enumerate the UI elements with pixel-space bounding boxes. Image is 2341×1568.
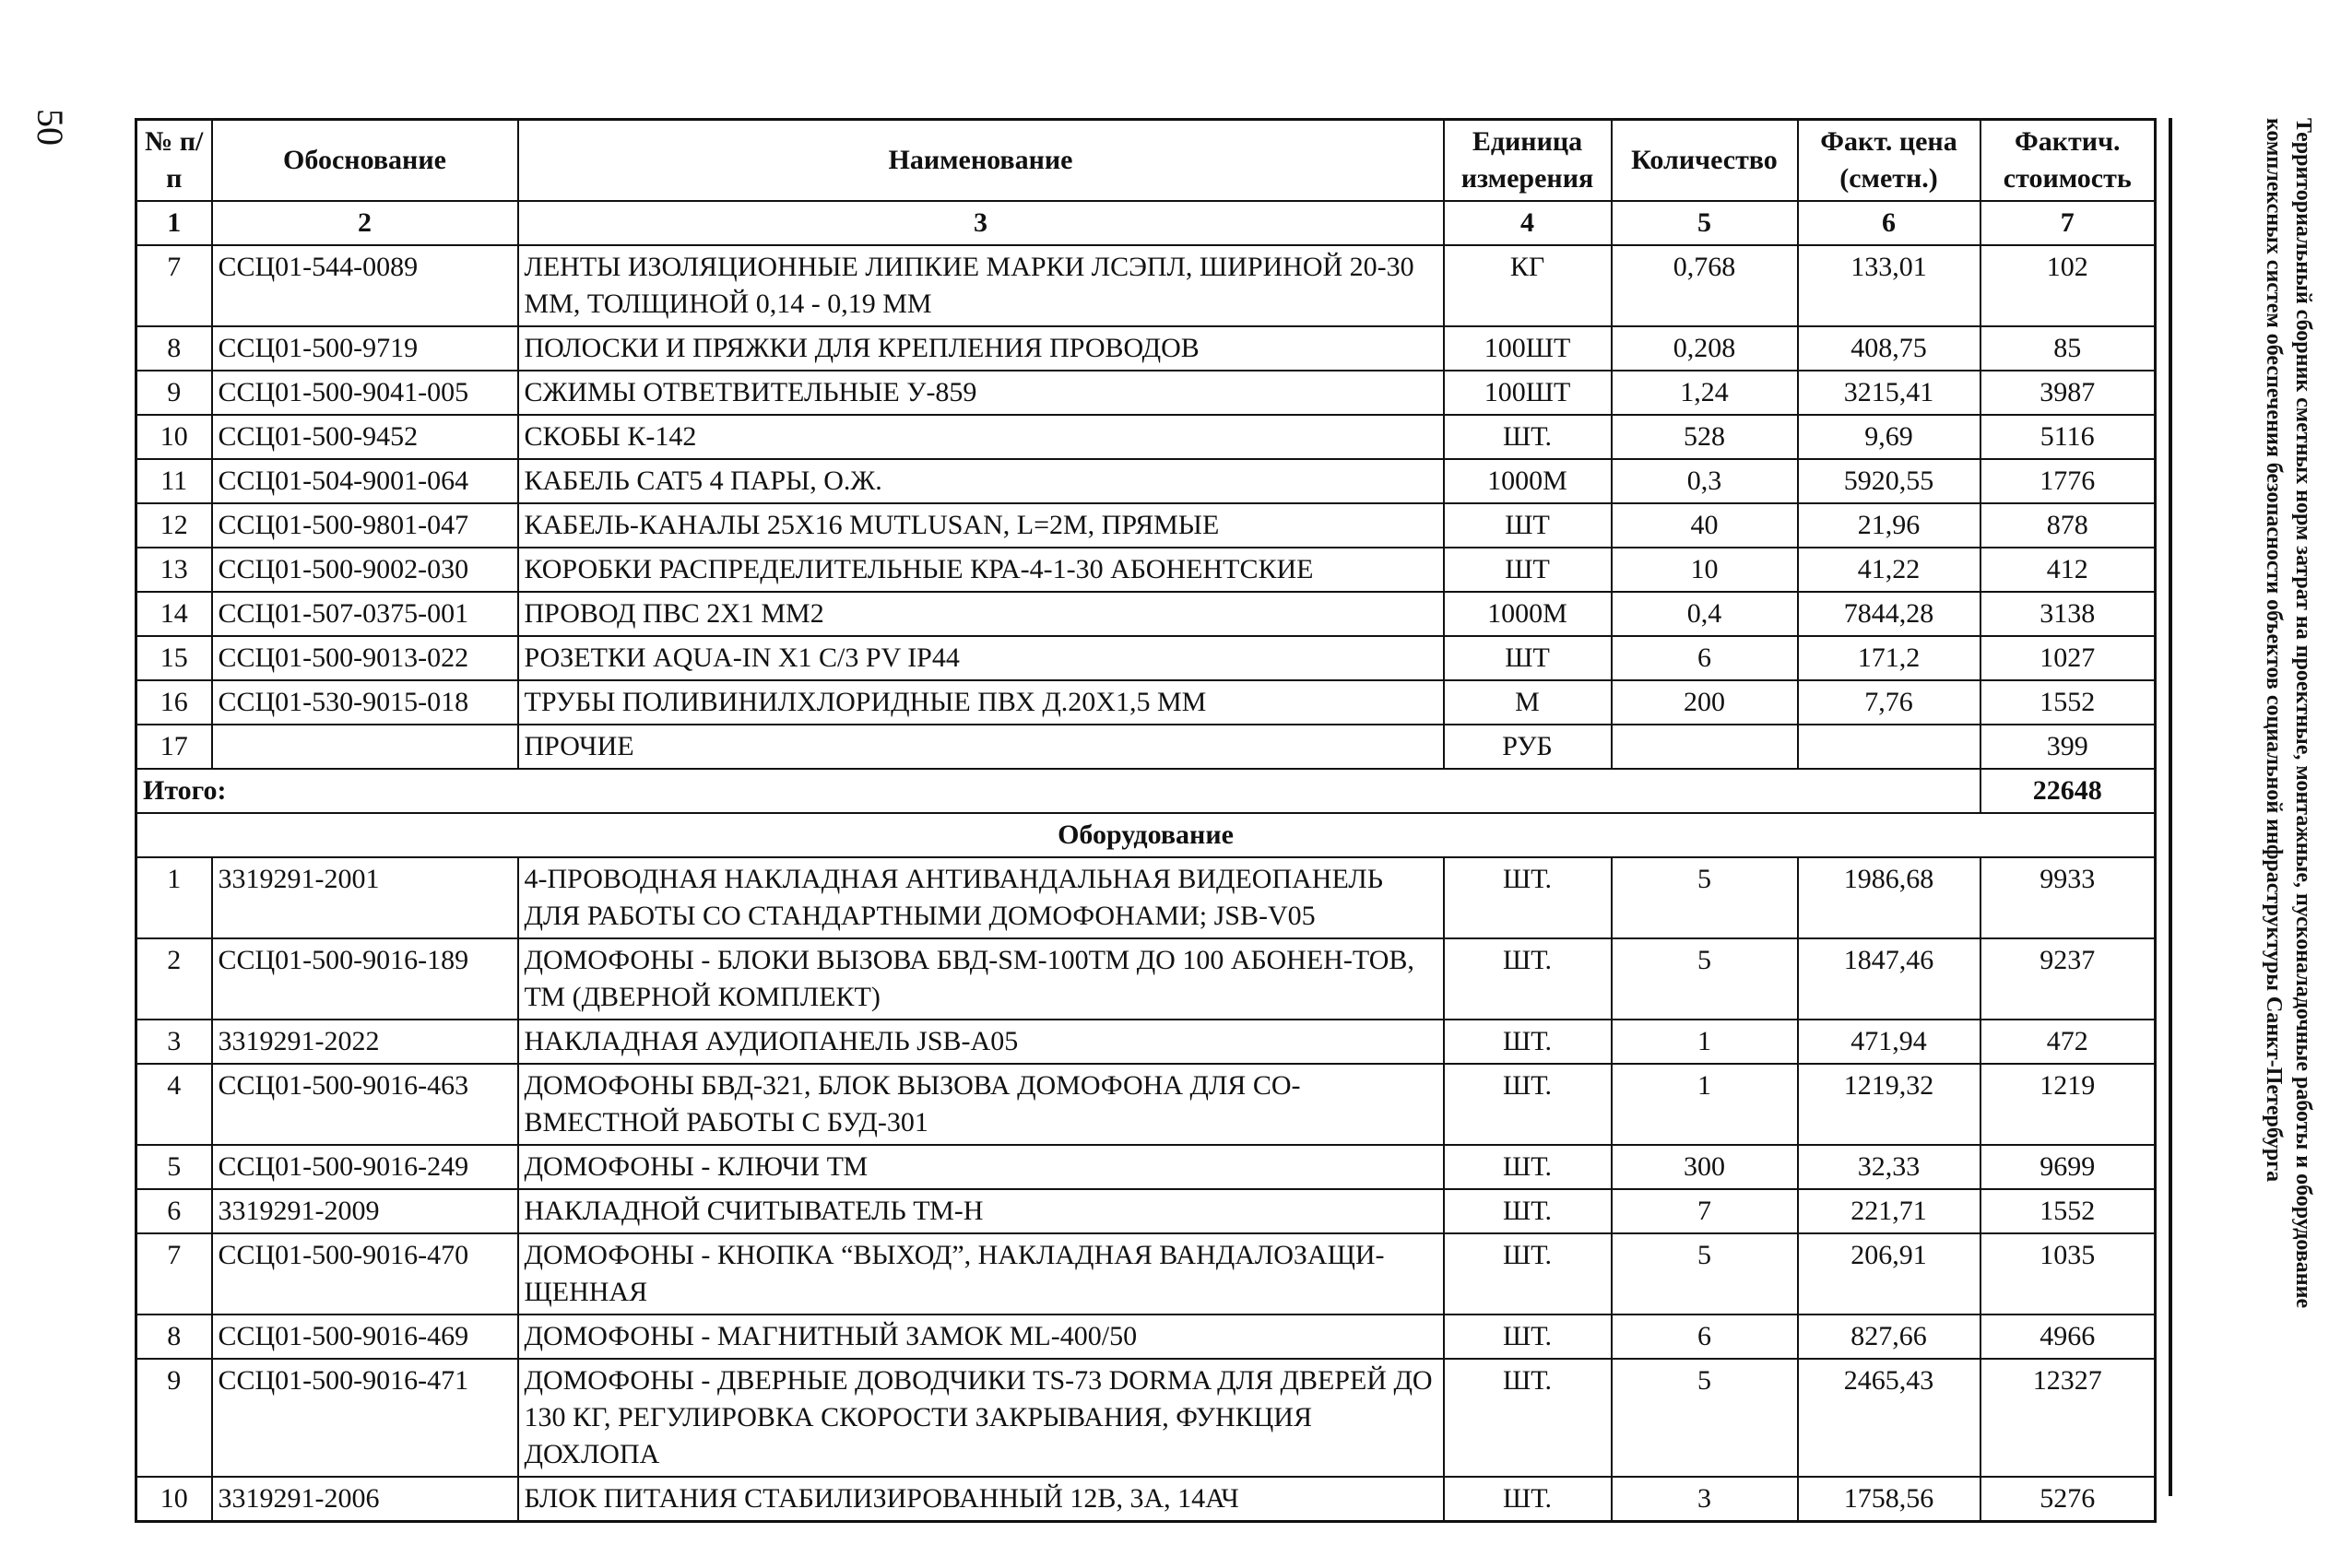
row-basis-code: ССЦ01-500-9452 <box>212 415 518 459</box>
row-name: НАКЛАДНОЙ СЧИТЫВАТЕЛЬ ТМ-Н <box>518 1189 1444 1233</box>
row-number: 3 <box>136 1020 212 1064</box>
document-side-title <box>2259 118 2318 1308</box>
row-name: БЛОК ПИТАНИЯ СТАБИЛИЗИРОВАННЫЙ 12В, 3А, 14АЧ <box>518 1477 1444 1522</box>
row-price: 5920,55 <box>1798 459 1980 503</box>
column-number: 3 <box>518 201 1444 245</box>
header-cost: Фактич. стоимость <box>1980 120 2156 202</box>
row-unit: 100ШТ <box>1444 371 1612 415</box>
row-number: 7 <box>136 1233 212 1315</box>
row-quantity: 1,24 <box>1612 371 1798 415</box>
row-price: 221,71 <box>1798 1189 1980 1233</box>
column-number: 4 <box>1444 201 1612 245</box>
row-name: ДОМОФОНЫ - МАГНИТНЫЙ ЗАМОК ML-400/50 <box>518 1315 1444 1359</box>
row-cost: 1027 <box>1980 636 2156 680</box>
row-unit: ШТ. <box>1444 938 1612 1020</box>
equipment-section <box>136 857 2156 1522</box>
row-name: ДОМОФОНЫ - ДВЕРНЫЕ ДОВОДЧИКИ TS-73 DORMA ДЛЯ ДВЕРЕЙ ДО 130 КГ, РЕГУЛИРОВКА СКОРОСТИ ЗАКРЫВАНИЯ, ФУНКЦИЯ ДОХЛОПА <box>518 1359 1444 1477</box>
row-price: 32,33 <box>1798 1145 1980 1189</box>
row-basis-code: ССЦ01-500-9016-470 <box>212 1233 518 1315</box>
row-unit: ШТ <box>1444 503 1612 548</box>
row-unit: 1000М <box>1444 459 1612 503</box>
row-basis-code: ССЦ01-500-9016-469 <box>212 1315 518 1359</box>
row-price: 133,01 <box>1798 245 1980 326</box>
row-number: 6 <box>136 1189 212 1233</box>
row-cost: 399 <box>1980 725 2156 769</box>
row-unit: РУБ <box>1444 725 1612 769</box>
table-row <box>136 548 2156 592</box>
row-name: ПРОВОД ПВС 2Х1 ММ2 <box>518 592 1444 636</box>
row-unit: ШТ. <box>1444 1477 1612 1522</box>
row-quantity: 0,208 <box>1612 326 1798 371</box>
total-row <box>136 769 2156 813</box>
row-quantity: 6 <box>1612 1315 1798 1359</box>
row-quantity: 0,768 <box>1612 245 1798 326</box>
header-name: Наименование <box>518 120 1444 202</box>
row-quantity: 40 <box>1612 503 1798 548</box>
row-unit: ШТ <box>1444 548 1612 592</box>
row-price: 21,96 <box>1798 503 1980 548</box>
row-cost: 472 <box>1980 1020 2156 1064</box>
row-quantity: 6 <box>1612 636 1798 680</box>
row-basis-code: ССЦ01-544-0089 <box>212 245 518 326</box>
row-price: 7844,28 <box>1798 592 1980 636</box>
row-number: 16 <box>136 680 212 725</box>
row-cost: 3138 <box>1980 592 2156 636</box>
row-number: 5 <box>136 1145 212 1189</box>
row-price: 7,76 <box>1798 680 1980 725</box>
row-quantity: 0,4 <box>1612 592 1798 636</box>
row-basis-code: ССЦ01-500-9002-030 <box>212 548 518 592</box>
table-row <box>136 459 2156 503</box>
table-row <box>136 636 2156 680</box>
row-cost: 878 <box>1980 503 2156 548</box>
row-name: КОРОБКИ РАСПРЕДЕЛИТЕЛЬНЫЕ КРА-4-1-30 АБОНЕНТСКИЕ <box>518 548 1444 592</box>
row-name: СЖИМЫ ОТВЕТВИТЕЛЬНЫЕ У-859 <box>518 371 1444 415</box>
row-quantity: 5 <box>1612 938 1798 1020</box>
row-name: ДОМОФОНЫ БВД-321, БЛОК ВЫЗОВА ДОМОФОНА ДЛЯ СО-ВМЕСТНОЙ РАБОТЫ С БУД-301 <box>518 1064 1444 1145</box>
header-price: Факт. цена (сметн.) <box>1798 120 1980 202</box>
row-number: 9 <box>136 1359 212 1477</box>
row-cost: 1219 <box>1980 1064 2156 1145</box>
row-price: 171,2 <box>1798 636 1980 680</box>
row-cost: 85 <box>1980 326 2156 371</box>
table-row <box>136 592 2156 636</box>
row-basis-code <box>212 725 518 769</box>
header-qty: Количество <box>1612 120 1798 202</box>
row-name: НАКЛАДНАЯ АУДИОПАНЕЛЬ JSB-A05 <box>518 1020 1444 1064</box>
column-number: 6 <box>1798 201 1980 245</box>
column-number-row <box>136 201 2156 245</box>
row-name: ЛЕНТЫ ИЗОЛЯЦИОННЫЕ ЛИПКИЕ МАРКИ ЛСЭПЛ, ШИРИНОЙ 20-30 ММ, ТОЛЩИНОЙ 0,14 - 0,19 ММ <box>518 245 1444 326</box>
row-price: 1219,32 <box>1798 1064 1980 1145</box>
row-name: ДОМОФОНЫ - КНОПКА “ВЫХОД”, НАКЛАДНАЯ ВАНДАЛОЗАЩИ-ЩЕННАЯ <box>518 1233 1444 1315</box>
row-quantity <box>1612 725 1798 769</box>
table-row <box>136 503 2156 548</box>
row-basis-code: ССЦ01-500-9719 <box>212 326 518 371</box>
header-row <box>136 120 2156 202</box>
table-row <box>136 1315 2156 1359</box>
row-price: 41,22 <box>1798 548 1980 592</box>
row-cost: 1552 <box>1980 680 2156 725</box>
row-number: 1 <box>136 857 212 938</box>
row-unit: ШТ <box>1444 636 1612 680</box>
row-unit: М <box>1444 680 1612 725</box>
table-row <box>136 1477 2156 1522</box>
row-unit: ШТ. <box>1444 1233 1612 1315</box>
row-cost: 9237 <box>1980 938 2156 1020</box>
equipment-section-header <box>136 813 2156 857</box>
row-unit: ШТ. <box>1444 1145 1612 1189</box>
row-quantity: 300 <box>1612 1145 1798 1189</box>
row-basis-code: ССЦ01-500-9016-463 <box>212 1064 518 1145</box>
row-name: СКОБЫ К-142 <box>518 415 1444 459</box>
row-quantity: 5 <box>1612 1359 1798 1477</box>
row-unit: ШТ. <box>1444 1189 1612 1233</box>
page-number: 50 <box>30 109 71 146</box>
row-cost: 4966 <box>1980 1315 2156 1359</box>
row-basis-code: ССЦ01-530-9015-018 <box>212 680 518 725</box>
row-price: 827,66 <box>1798 1315 1980 1359</box>
row-unit: 1000М <box>1444 592 1612 636</box>
equipment-title: Оборудование <box>136 813 2156 857</box>
table-row <box>136 1189 2156 1233</box>
table-row <box>136 371 2156 415</box>
row-unit: ШТ. <box>1444 1064 1612 1145</box>
row-basis-code: ССЦ01-500-9016-471 <box>212 1359 518 1477</box>
side-rule <box>2169 118 2172 1496</box>
row-cost: 1552 <box>1980 1189 2156 1233</box>
row-unit: 100ШТ <box>1444 326 1612 371</box>
row-number: 11 <box>136 459 212 503</box>
row-number: 12 <box>136 503 212 548</box>
row-name: ТРУБЫ ПОЛИВИНИЛХЛОРИДНЫЕ ПВХ Д.20Х1,5 ММ <box>518 680 1444 725</box>
row-cost: 9933 <box>1980 857 2156 938</box>
table-row <box>136 938 2156 1020</box>
table-row <box>136 326 2156 371</box>
row-cost: 5116 <box>1980 415 2156 459</box>
row-basis-code: ССЦ01-500-9016-189 <box>212 938 518 1020</box>
row-name: ПРОЧИЕ <box>518 725 1444 769</box>
table-row <box>136 1020 2156 1064</box>
row-price: 408,75 <box>1798 326 1980 371</box>
row-basis-code: ССЦ01-504-9001-064 <box>212 459 518 503</box>
total-label: Итого: <box>136 769 1980 813</box>
table-row <box>136 1145 2156 1189</box>
row-price: 471,94 <box>1798 1020 1980 1064</box>
row-name: ДОМОФОНЫ - БЛОКИ ВЫЗОВА БВД-SM-100ТМ ДО 100 АБОНЕН-ТОВ, ТМ (ДВЕРНОЙ КОМПЛЕКТ) <box>518 938 1444 1020</box>
row-cost: 1035 <box>1980 1233 2156 1315</box>
row-price: 2465,43 <box>1798 1359 1980 1477</box>
row-basis-code: ССЦ01-500-9801-047 <box>212 503 518 548</box>
row-unit: ШТ. <box>1444 1315 1612 1359</box>
row-basis-code: ССЦ01-500-9041-005 <box>212 371 518 415</box>
row-quantity: 7 <box>1612 1189 1798 1233</box>
row-quantity: 5 <box>1612 857 1798 938</box>
row-price: 1758,56 <box>1798 1477 1980 1522</box>
row-number: 17 <box>136 725 212 769</box>
row-quantity: 528 <box>1612 415 1798 459</box>
table-row <box>136 1064 2156 1145</box>
row-name: КАБЕЛЬ CAT5 4 ПАРЫ, О.Ж. <box>518 459 1444 503</box>
row-price: 206,91 <box>1798 1233 1980 1315</box>
row-cost: 5276 <box>1980 1477 2156 1522</box>
column-number: 7 <box>1980 201 2156 245</box>
table-row <box>136 680 2156 725</box>
row-name: РОЗЕТКИ AQUA-IN X1 C/3 PV IP44 <box>518 636 1444 680</box>
side-title-line-2: комплексных систем обеспечения безопасности объектов социальной инфраструктуры Санкт-Петербурга <box>2262 118 2286 1183</box>
row-name: ПОЛОСКИ И ПРЯЖКИ ДЛЯ КРЕПЛЕНИЯ ПРОВОДОВ <box>518 326 1444 371</box>
row-price: 9,69 <box>1798 415 1980 459</box>
column-number: 5 <box>1612 201 1798 245</box>
row-quantity: 200 <box>1612 680 1798 725</box>
row-cost: 102 <box>1980 245 2156 326</box>
row-quantity: 1 <box>1612 1020 1798 1064</box>
row-cost: 3987 <box>1980 371 2156 415</box>
row-quantity: 5 <box>1612 1233 1798 1315</box>
column-number: 2 <box>212 201 518 245</box>
row-price: 3215,41 <box>1798 371 1980 415</box>
row-number: 13 <box>136 548 212 592</box>
row-number: 9 <box>136 371 212 415</box>
header-unit: Единица измерения <box>1444 120 1612 202</box>
row-number: 10 <box>136 1477 212 1522</box>
row-quantity: 10 <box>1612 548 1798 592</box>
row-basis-code: ССЦ01-507-0375-001 <box>212 592 518 636</box>
row-basis-code: ССЦ01-500-9016-249 <box>212 1145 518 1189</box>
table-row <box>136 245 2156 326</box>
row-cost: 1776 <box>1980 459 2156 503</box>
row-unit: ШТ. <box>1444 415 1612 459</box>
row-basis-code: 3319291-2009 <box>212 1189 518 1233</box>
row-cost: 412 <box>1980 548 2156 592</box>
row-unit: ШТ. <box>1444 857 1612 938</box>
row-price: 1847,46 <box>1798 938 1980 1020</box>
total-section <box>136 769 2156 857</box>
side-title-line-1: Территориальный сборник сметных норм затрат на проектные, монтажные, пусконаладочные работы и оборудование <box>2291 118 2315 1309</box>
total-value: 22648 <box>1980 769 2156 813</box>
row-basis-code: 3319291-2001 <box>212 857 518 938</box>
table-row <box>136 725 2156 769</box>
row-number: 8 <box>136 1315 212 1359</box>
row-number: 8 <box>136 326 212 371</box>
row-price: 1986,68 <box>1798 857 1980 938</box>
column-number: 1 <box>136 201 212 245</box>
table-row <box>136 1233 2156 1315</box>
header-basis: Обоснование <box>212 120 518 202</box>
row-cost: 9699 <box>1980 1145 2156 1189</box>
estimate-table <box>135 118 2157 1523</box>
row-number: 2 <box>136 938 212 1020</box>
row-price <box>1798 725 1980 769</box>
row-number: 7 <box>136 245 212 326</box>
row-quantity: 0,3 <box>1612 459 1798 503</box>
table-row <box>136 857 2156 938</box>
row-name: КАБЕЛЬ-КАНАЛЫ 25Х16 MUTLUSAN, L=2M, ПРЯМЫЕ <box>518 503 1444 548</box>
row-unit: ШТ. <box>1444 1020 1612 1064</box>
materials-section <box>136 245 2156 769</box>
row-quantity: 1 <box>1612 1064 1798 1145</box>
row-number: 14 <box>136 592 212 636</box>
row-basis-code: ССЦ01-500-9013-022 <box>212 636 518 680</box>
row-name: ДОМОФОНЫ - КЛЮЧИ ТМ <box>518 1145 1444 1189</box>
row-unit: КГ <box>1444 245 1612 326</box>
row-unit: ШТ. <box>1444 1359 1612 1477</box>
row-number: 10 <box>136 415 212 459</box>
header-num: № п/п <box>136 120 212 202</box>
table-row <box>136 415 2156 459</box>
row-basis-code: 3319291-2006 <box>212 1477 518 1522</box>
table-row <box>136 1359 2156 1477</box>
row-quantity: 3 <box>1612 1477 1798 1522</box>
row-number: 4 <box>136 1064 212 1145</box>
row-number: 15 <box>136 636 212 680</box>
row-name: 4-ПРОВОДНАЯ НАКЛАДНАЯ АНТИВАНДАЛЬНАЯ ВИДЕОПАНЕЛЬ ДЛЯ РАБОТЫ СО СТАНДАРТНЫМИ ДОМОФОНАМИ; JSB-V05 <box>518 857 1444 938</box>
row-basis-code: 3319291-2022 <box>212 1020 518 1064</box>
row-cost: 12327 <box>1980 1359 2156 1477</box>
